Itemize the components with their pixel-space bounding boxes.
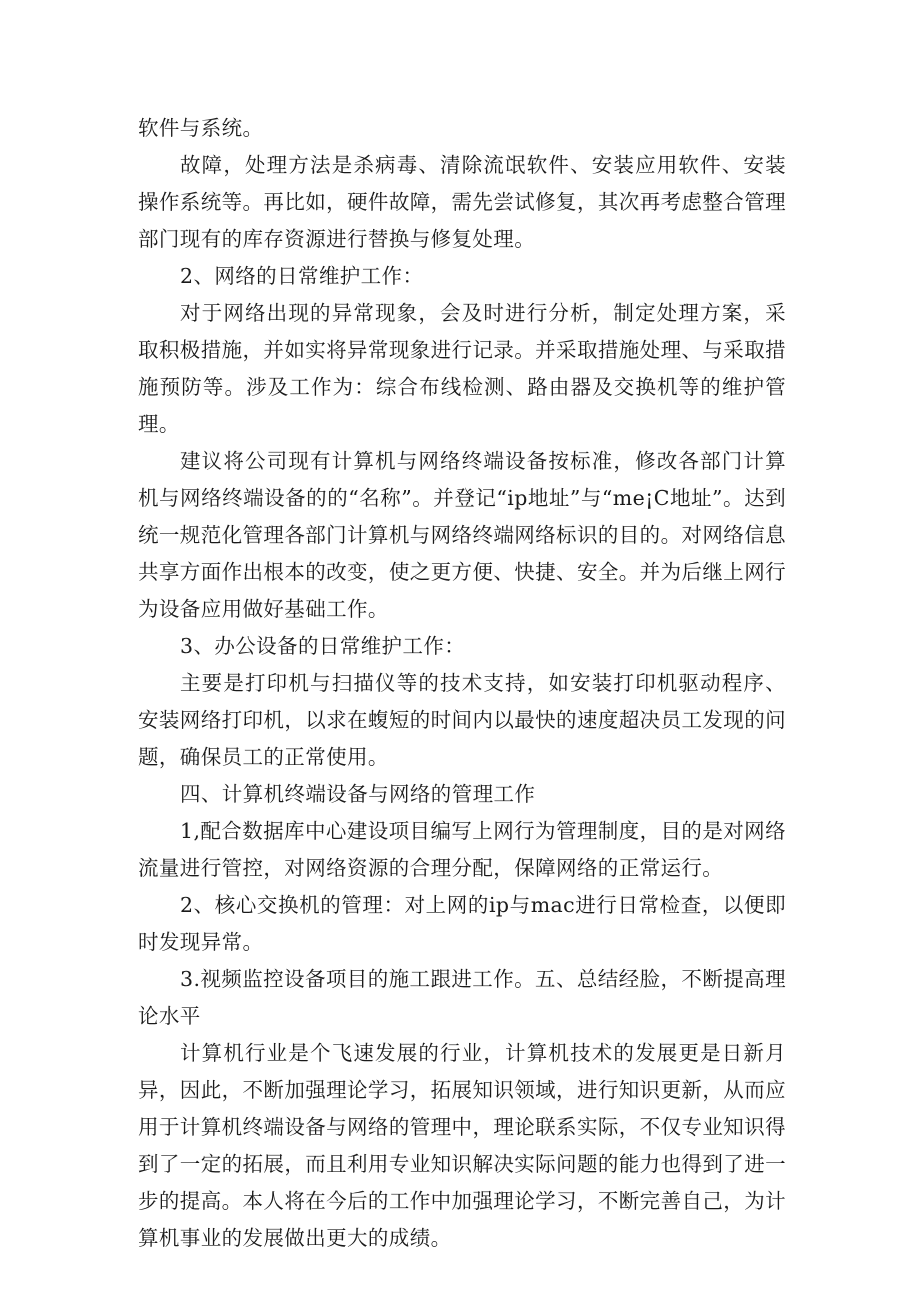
paragraph-3: 对于网络出现的异常现象，会及时进行分析，制定处理方案，采取积极措施，并如实将异常现象进行记录。并采取措施处理、与采取措施预防等。涉及工作为：综合布线检测、路由器及交换机等的维护管理。 (138, 301, 786, 436)
paragraph-7: 2、核心交换机的管理：对上网的ip与mac进行日常检查，以便即时发现异常。 (138, 893, 786, 954)
paragraph-8: 3.视频监控设备项目的施工跟进工作。五、总结经脸，不断提高理论水平 (138, 967, 786, 1028)
section-heading-terminal-management: 四、计算机终端设备与网络的管理工作 (180, 782, 536, 806)
paragraph-1: 软件与系统。 (138, 116, 264, 140)
paragraph-5: 主要是打印机与扫描仪等的技术支持，如安装打印机驱动程序、安装网络打印机，以求在蝮短的时间内以最快的速度超决员工发现的问题，确保员工的正常使用。 (138, 671, 786, 769)
section-heading-office-equipment: 3、办公设备的日常维护工作： (180, 634, 466, 658)
paragraph-6: 1,配合数据库中心建设项目编写上网行为管理制度，目的是对网络流量进行管控，对网络资源的合理分配，保障网络的正常运行。 (138, 819, 786, 880)
paragraph-2: 故障，处理方法是杀病毒、清除流氓软件、安装应用软件、安装操作系统等。再比如，硬件故障，需先尝试修复，其次再考虑整合管理部门现有的库存资源进行替换与修复处理。 (138, 153, 786, 251)
paragraph-9: 计算机行业是个飞速发展的行业，计算机技术的发展更是日新月异，因此，不断加强理论学习，拓展知识领域，进行知识更新，从而应用于计算机终端设备与网络的管理中，理论联系实际，不仅专业知识得到了一定的拓展，而且利用专业知识解决实际问题的能力也得到了进一步的提高。本人将在今后的工作中加强理论学习，不断完善自己，为计算机事业的发展做出更大的成绩。 (138, 1041, 786, 1250)
document-body (138, 110, 786, 1257)
paragraph-4: 建议将公司现有计算机与网络终端设备按标准，修改各部门计算机与网络终端设备的的“名称”。并登记“ip地址”与“me¡C地址”。达到统一规范化管理各部门计算机与网络终端网络标识的目的。对网络信息共享方面作出根本的改变，使之更方便、快捷、安全。并为后继上网行为设备应用做好基础工作。 (138, 449, 786, 621)
section-heading-network-maintenance: 2、网络的日常维护工作： (180, 264, 424, 288)
